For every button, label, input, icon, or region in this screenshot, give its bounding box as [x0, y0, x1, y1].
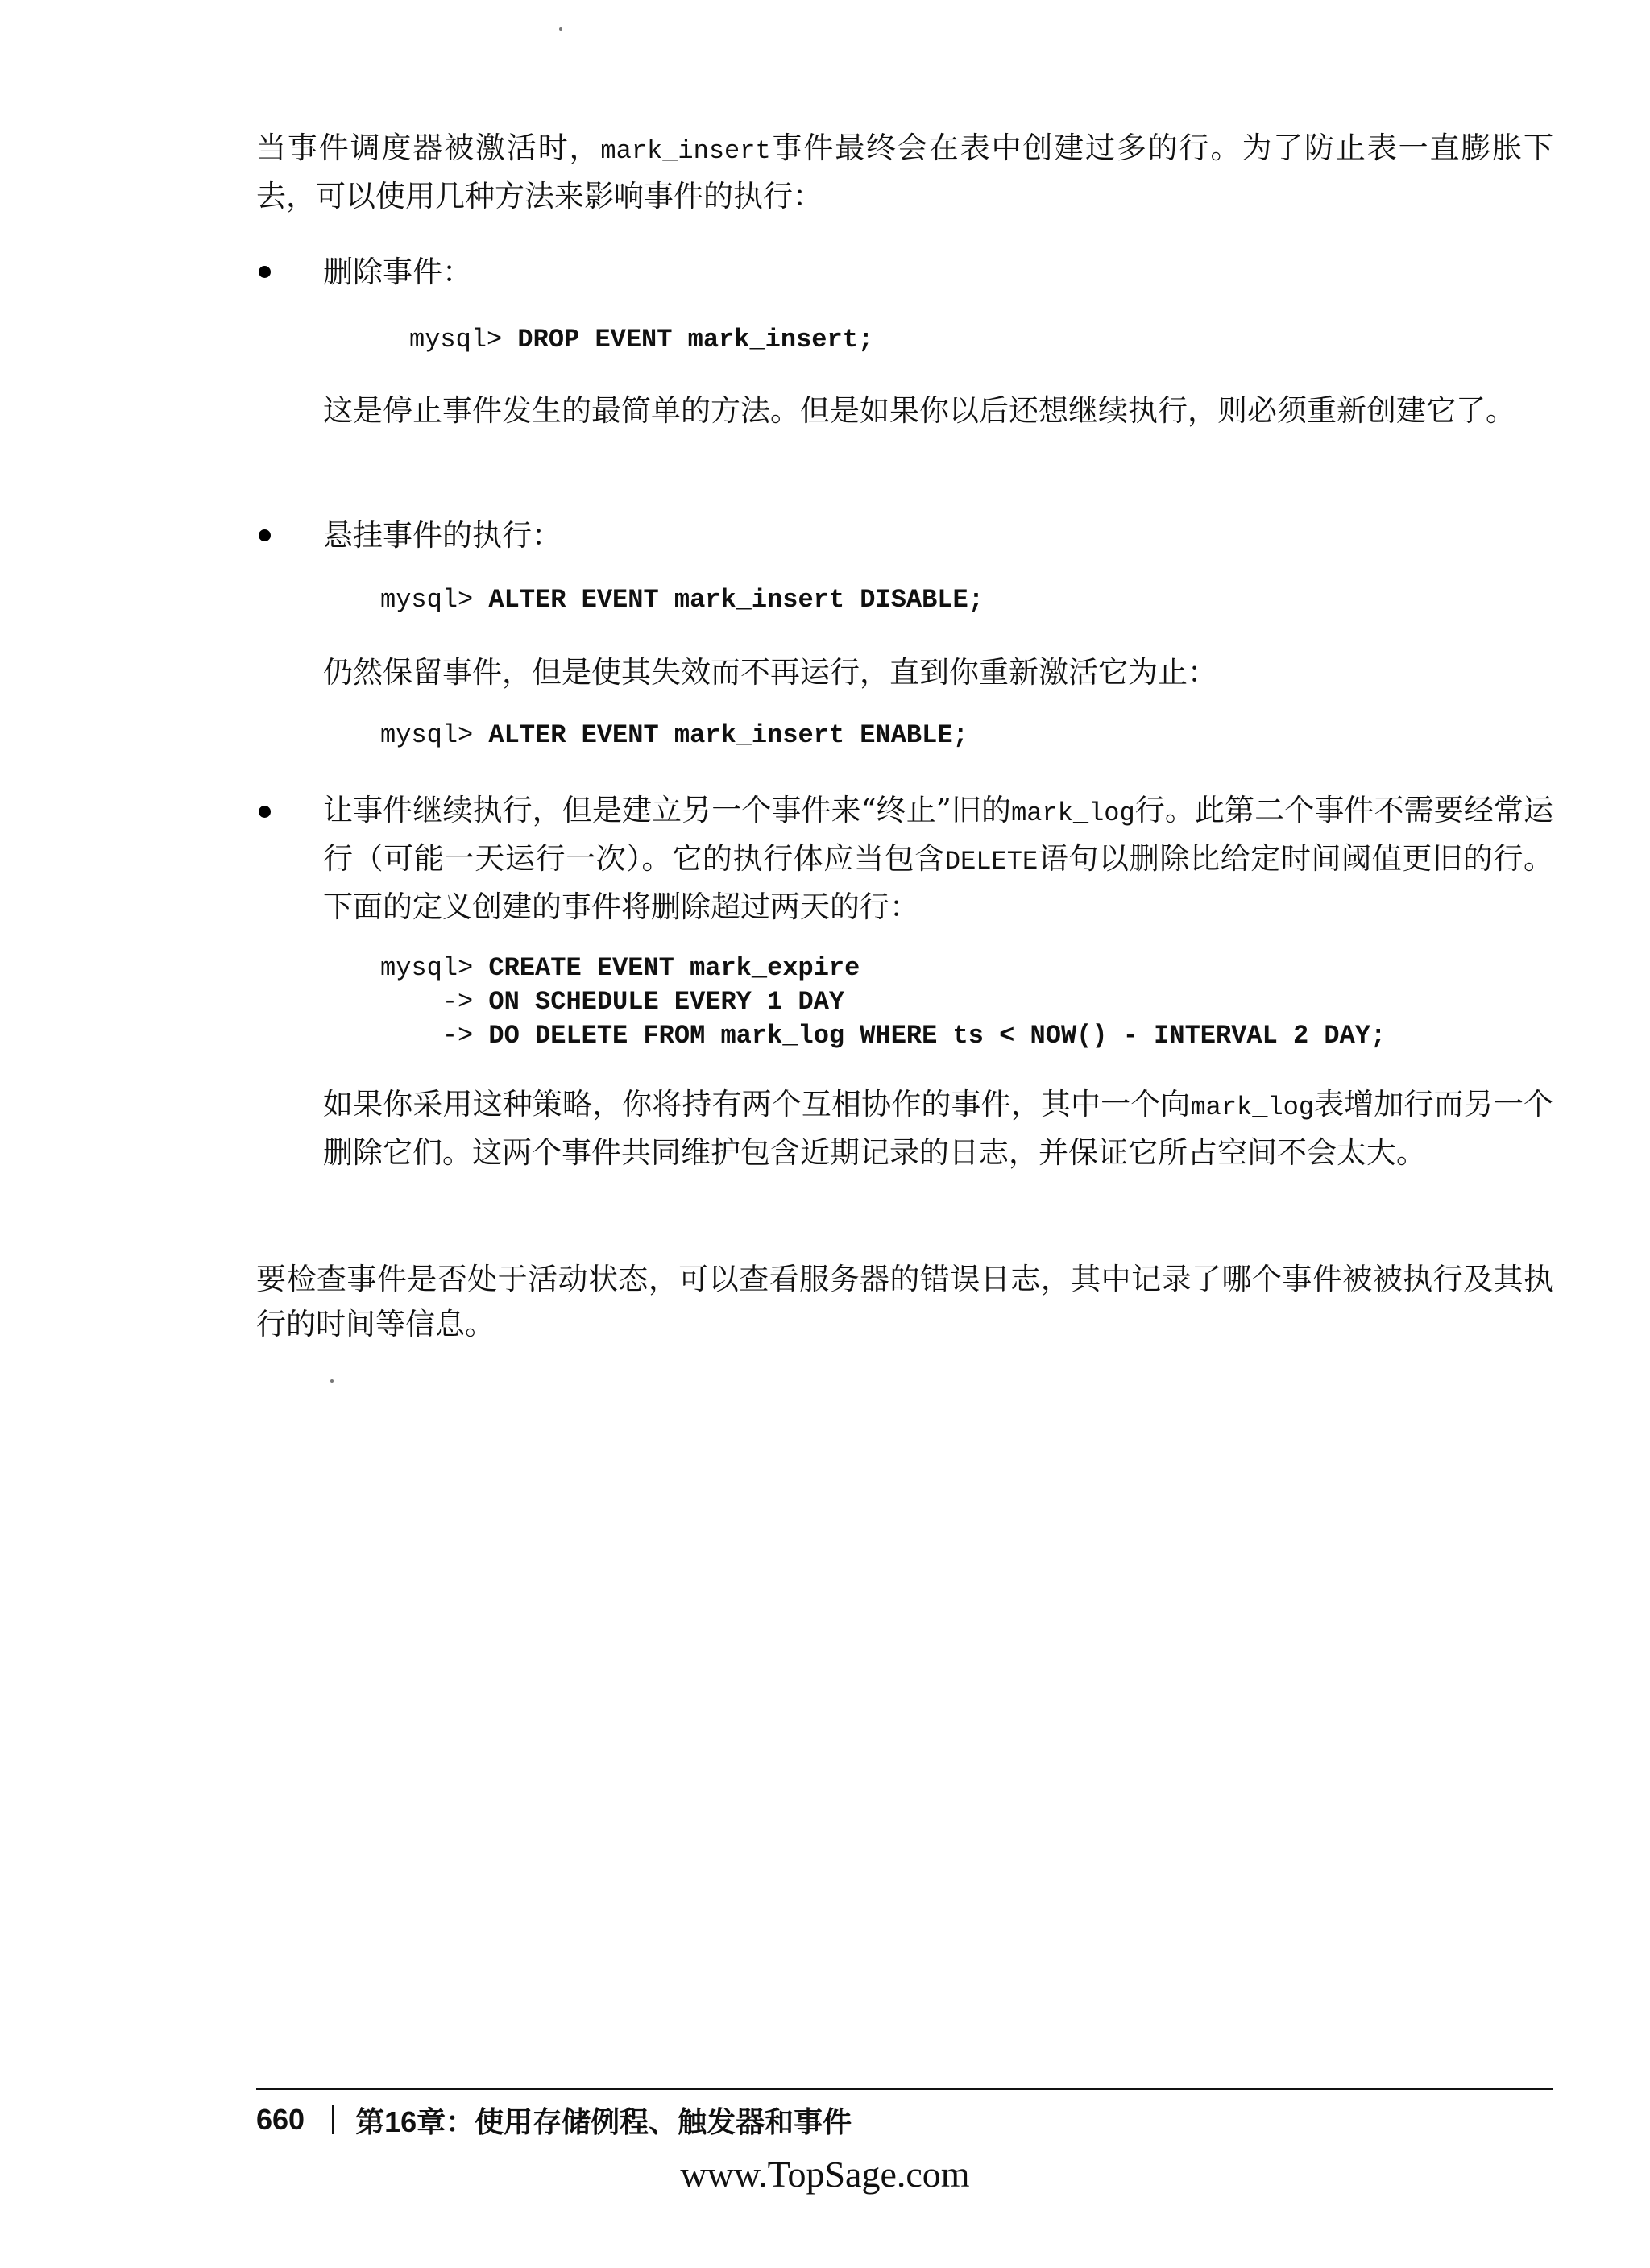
page-number: 660: [256, 2103, 305, 2136]
closing-paragraph: 要检查事件是否处于活动状态，可以查看服务器的错误日志，其中记录了哪个事件被被执行及其执行的时间等信息。: [256, 1262, 1553, 1341]
bullet-3-text-b: 行。此第二个事件不需要经常运行（可能一天运行一次）。它的执行体应当包含: [323, 793, 1553, 876]
code-command: DROP EVENT mark_insert;: [517, 325, 874, 355]
bullet-3-after-paragraph: [323, 1082, 1553, 1175]
code-prompt: mysql>: [380, 720, 489, 750]
bullet-1-title: 删除事件：: [323, 255, 472, 289]
code-line: [380, 985, 844, 1019]
code-prompt: mysql>: [409, 325, 518, 355]
code-prompt: mysql>: [380, 585, 489, 615]
bullet-3-text-a: 让事件继续执行，但是建立另一个事件来“终止”旧的: [323, 793, 1012, 827]
bullet-2-title: 悬挂事件的执行：: [323, 518, 562, 553]
footer-separator: [332, 2105, 334, 2134]
code-command: ON SCHEDULE EVERY 1 DAY: [488, 987, 845, 1017]
bullet-3-after-1: 如果你采用这种策略，你将持有两个互相协作的事件，其中一个向: [323, 1087, 1191, 1122]
bullet-3-text-c: 语句以删除比给定时间阈值更旧的行。下面的定义创建的事件将删除超过两天的行：: [323, 841, 1554, 924]
inline-code-mark-log: mark_log: [1011, 798, 1135, 828]
page-footer: [256, 2097, 852, 2142]
code-line: [380, 952, 860, 985]
inline-code-mark-insert: mark_insert: [600, 136, 771, 166]
code-command: CREATE EVENT mark_expire: [488, 953, 860, 983]
inline-code-mark-log: mark_log: [1190, 1093, 1315, 1122]
code-alter-disable: [380, 583, 984, 617]
scan-speck: [330, 1379, 334, 1383]
code-prompt: ->: [380, 987, 489, 1017]
bullet-1-explanation: 这是停止事件发生的最简单的方法。但是如果你以后还想继续执行，则必须重新创建它了。: [323, 393, 1515, 428]
chapter-title: 第16章：使用存储例程、触发器和事件: [355, 2104, 852, 2138]
bullet-dot: [259, 806, 271, 818]
bullet-3-after-2: 表增加行而另一个删除它们。这两个事件共同维护包含近期记录的日志，并保证它所占空间不会太大。: [323, 1087, 1554, 1170]
code-command: ALTER EVENT mark_insert DISABLE;: [488, 585, 984, 615]
intro-text-2: 事件最终会在表中创建过多的行。为了防止表一直膨胀下去，可以使用几种方法来影响事件的执行：: [256, 131, 1554, 214]
code-alter-enable: [380, 719, 968, 753]
code-command: DO DELETE FROM mark_log WHERE ts < NOW() - INTERVAL 2 DAY;: [488, 1021, 1387, 1051]
code-drop-event: [409, 323, 873, 357]
inline-code-delete: DELETE: [944, 847, 1039, 877]
bullet-2-explanation: 仍然保留事件，但是使其失效而不再运行，直到你重新激活它为止：: [323, 655, 1217, 690]
footer-rule: [256, 2088, 1553, 2090]
bullet-dot: [259, 266, 271, 278]
code-command: ALTER EVENT mark_insert ENABLE;: [488, 720, 968, 750]
bullet-3-text: [323, 788, 1553, 930]
scan-speck: [559, 27, 562, 31]
intro-text-1: 当事件调度器被激活时，: [256, 131, 601, 165]
code-prompt: mysql>: [380, 953, 489, 983]
code-prompt: ->: [380, 1021, 489, 1051]
bullet-dot: [259, 529, 271, 541]
code-line: [380, 1019, 1386, 1053]
watermark-url: www.TopSage.com: [680, 2154, 970, 2195]
intro-paragraph: [256, 126, 1553, 219]
